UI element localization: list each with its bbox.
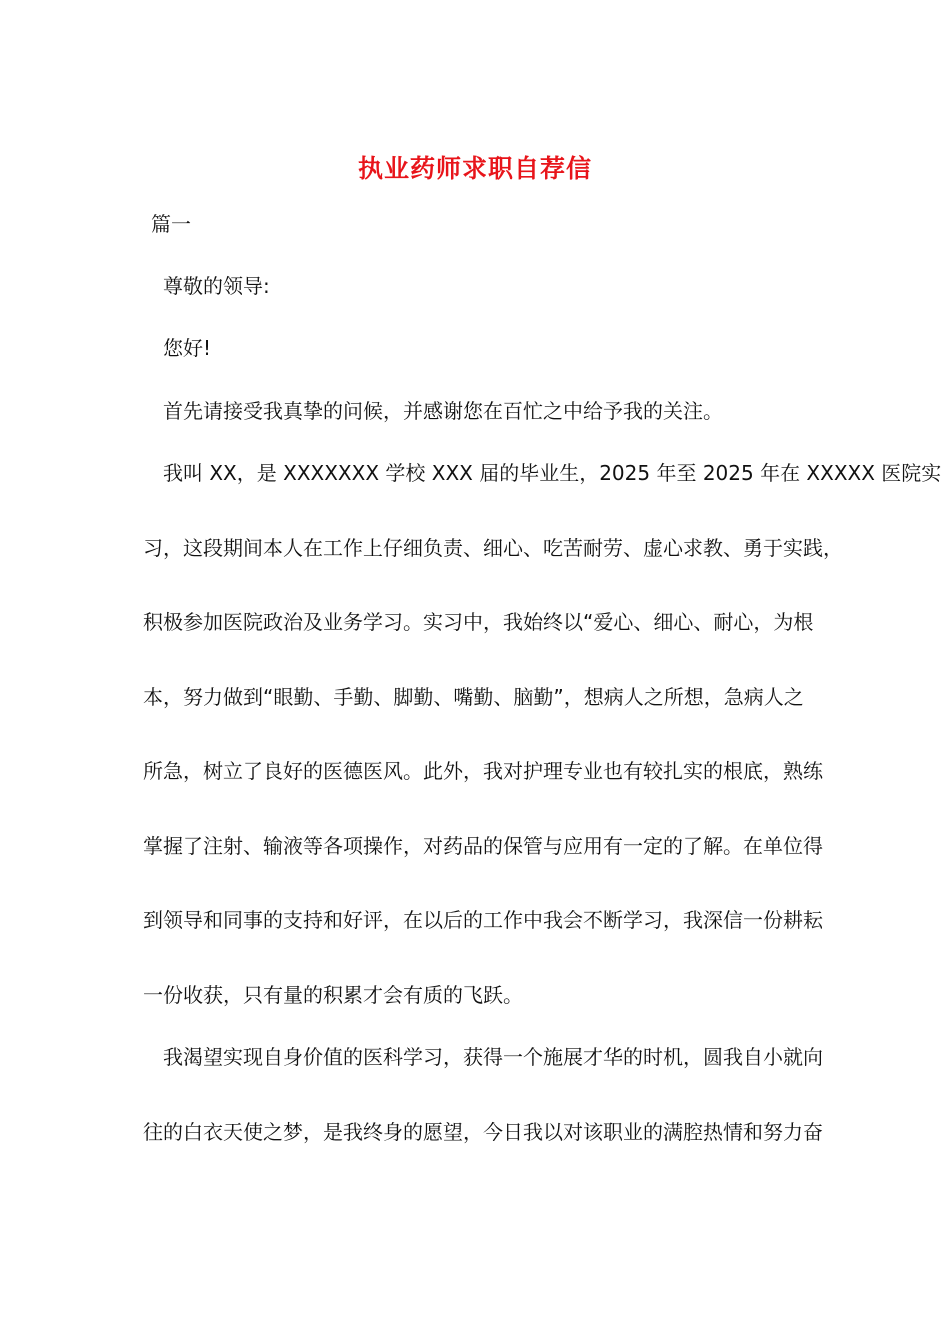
- greeting: 您好!: [163, 336, 212, 360]
- body-line: 首先请接受我真挚的问候，并感谢您在百忙之中给予我的关注。: [163, 399, 723, 423]
- body-line: 我渴望实现自身价值的医科学习，获得一个施展才华的时机，圆我自小就向: [163, 1045, 823, 1069]
- salutation: 尊敬的领导:: [163, 274, 270, 298]
- body-line: 往的白衣天使之梦，是我终身的愿望，今日我以对该职业的满腔热情和努力奋: [143, 1120, 823, 1144]
- section-heading: 篇一: [151, 212, 191, 236]
- body-line: 所急，树立了良好的医德医风。此外，我对护理专业也有较扎实的根底，熟练: [143, 759, 823, 783]
- body-line: 本，努力做到“眼勤、手勤、脚勤、嘴勤、脑勤”，想病人之所想，急病人之: [143, 685, 804, 709]
- document-title: 执业药师求职自荐信: [357, 154, 592, 183]
- body-line: 一份收获，只有量的积累才会有质的飞跃。: [143, 983, 523, 1007]
- body-line: 我叫 XX，是 XXXXXXX 学校 XXX 届的毕业生，2025 年至 2025 年在 XXXXX 医院实: [163, 461, 942, 485]
- body-line: 到领导和同事的支持和好评，在以后的工作中我会不断学习，我深信一份耕耘: [143, 908, 823, 932]
- body-line: 习，这段期间本人在工作上仔细负责、细心、吃苦耐劳、虚心求教、勇于实践，: [143, 536, 843, 560]
- body-line: 掌握了注射、输液等各项操作，对药品的保管与应用有一定的了解。在单位得: [143, 834, 823, 858]
- body-line: 积极参加医院政治及业务学习。实习中，我始终以“爱心、细心、耐心，为根: [143, 610, 814, 634]
